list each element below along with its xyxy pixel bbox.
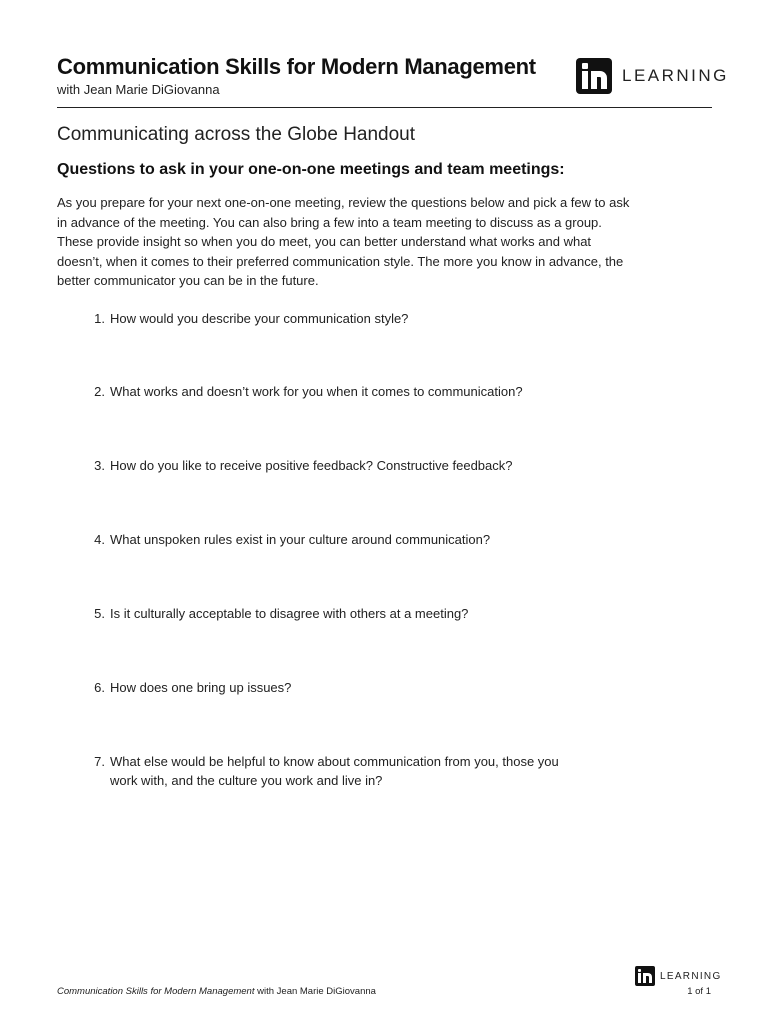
footer-course-credit bbox=[57, 986, 376, 997]
question-number: 2. bbox=[94, 384, 105, 399]
intro-paragraph: As you prepare for your next one-on-one meeting, review the questions below and pick a few to ask in advance of the meeting. You can also bring a few into a team meeting to discuss as a group. These provide insight so when you do meet, you can better understand what works and what doesn’t, when it comes to their preferred communication style. The more you know in advance, the better communicator you can be in the future. bbox=[57, 195, 630, 289]
question-number: 4. bbox=[94, 532, 105, 547]
question-item bbox=[80, 382, 560, 401]
question-number: 3. bbox=[94, 458, 105, 473]
question-number: 1. bbox=[94, 311, 105, 326]
section-heading: Questions to ask in your one-on-one meetings and team meetings: bbox=[57, 161, 565, 178]
question-item bbox=[80, 309, 560, 328]
linkedin-in-icon bbox=[576, 58, 612, 94]
question-text: Is it culturally acceptable to disagree with others at a meeting? bbox=[110, 606, 469, 621]
linkedin-in-icon bbox=[635, 966, 655, 986]
brand-word: LEARNING bbox=[622, 65, 729, 85]
question-text: How would you describe your communication style? bbox=[110, 311, 409, 326]
handout-title: Communicating across the Globe Handout bbox=[57, 124, 416, 145]
page-number: 1 of 1 bbox=[687, 986, 711, 997]
question-item bbox=[80, 752, 560, 790]
question-text: What else would be helpful to know about communication from you, those you work with, and the culture you work and live in? bbox=[110, 754, 559, 788]
footer-author: with Jean Marie DiGiovanna bbox=[254, 986, 376, 997]
header-divider bbox=[57, 107, 712, 108]
question-text: How do you like to receive positive feedback? Constructive feedback? bbox=[110, 458, 513, 473]
question-item bbox=[80, 604, 560, 623]
question-text: What unspoken rules exist in your culture around communication? bbox=[110, 532, 491, 547]
footer-course-title: Communication Skills for Modern Management bbox=[57, 986, 255, 997]
footer-linkedin-learning-logo bbox=[635, 966, 722, 986]
question-number: 7. bbox=[94, 754, 105, 769]
question-number: 6. bbox=[94, 680, 105, 695]
course-author: with Jean Marie DiGiovanna bbox=[57, 82, 220, 97]
question-item bbox=[80, 456, 560, 475]
question-text: What works and doesn’t work for you when it comes to communication? bbox=[110, 384, 523, 399]
footer-brand-word: LEARNING bbox=[660, 970, 722, 982]
question-item bbox=[80, 678, 560, 697]
question-number: 5. bbox=[94, 606, 105, 621]
question-text: How does one bring up issues? bbox=[110, 680, 292, 695]
question-item bbox=[80, 530, 560, 549]
linkedin-learning-logo bbox=[576, 57, 729, 94]
course-title: Communication Skills for Modern Management bbox=[57, 54, 536, 79]
